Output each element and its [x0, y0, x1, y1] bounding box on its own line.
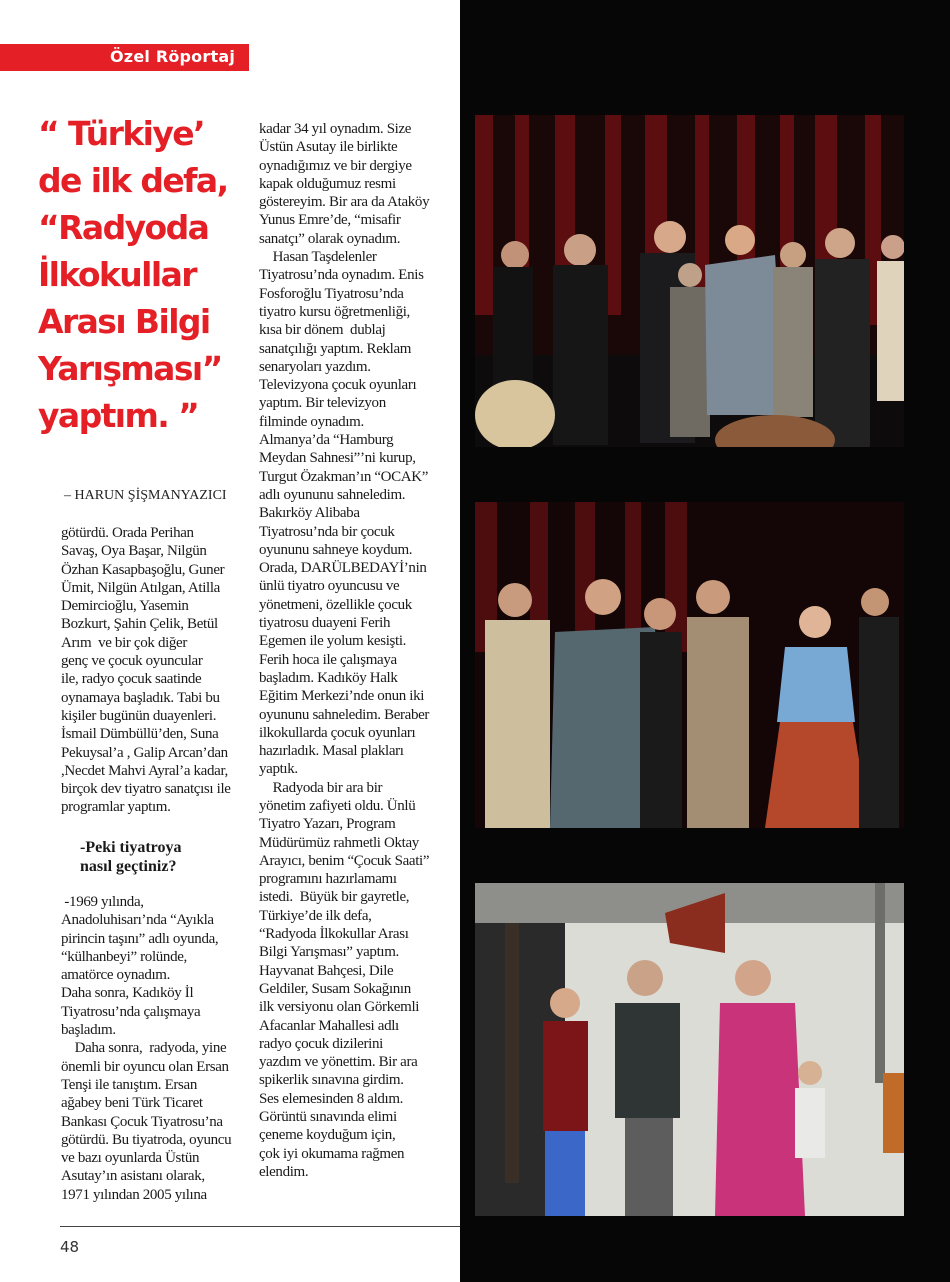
text-line: çeneme koyduğum için, [259, 1127, 396, 1144]
text-line: çok iyi okumama rağmen [259, 1145, 405, 1162]
text-line: spikerlik sınavına girdim. [259, 1072, 404, 1089]
text-line: götürdü. Orada Perihan [61, 525, 194, 541]
text-line: Pekuysal’a , Galip Arcan’dan [61, 744, 228, 761]
text-line: “külhanbeyi” rolünde, [61, 948, 187, 965]
question-line: -Peki tiyatroya [80, 839, 182, 856]
pull-quote-line: yaptım. ” [38, 396, 199, 435]
text-line: Tiyatro Yazarı, Program [259, 816, 396, 833]
text-line: Bakırköy Alibaba [259, 505, 360, 522]
text-line: ilkokullarda çocuk oyunları [259, 724, 416, 741]
text-line: genç ve çocuk oyuncular [61, 653, 203, 670]
text-line: Asutay’ın asistanı olarak, [61, 1168, 205, 1185]
text-line: Turgut Özakman’ın “OCAK” [259, 468, 429, 485]
text-line: Daha sonra, radyoda, yine [61, 1040, 227, 1057]
text-line: İsmail Dümbüllü’den, Suna [61, 726, 219, 743]
text-line: Televizyona çocuk oyunları [259, 377, 417, 394]
text-line: önemli bir oyuncu olan Ersan [61, 1058, 229, 1075]
text-line: programlar yaptım. [61, 799, 171, 816]
pull-quote [38, 110, 253, 439]
pull-quote-line: de ilk defa, [38, 161, 228, 200]
article-column-2 [259, 120, 449, 1181]
text-line: ağabey beni Türk Ticaret [61, 1095, 203, 1112]
text-line: adlı oyununu sahneledim. [259, 486, 406, 503]
text-line: Hayvanat Bahçesi, Dile [259, 962, 394, 979]
text-line: oyununu sahneledim. Beraber [259, 706, 430, 723]
text-line: Eğitim Merkezi’nde onun iki [259, 688, 425, 705]
text-line: Bozkurt, Şahin Çelik, Betül [61, 616, 218, 633]
text-line: kişiler bugünün duayenleri. [61, 707, 217, 724]
text-line: Tiyatrosu’nda oynadım. Enis [259, 267, 424, 284]
text-line: Radyoda bir ara bir [259, 779, 383, 796]
text-line: Anadoluhisarı’nda “Ayıkla [61, 912, 214, 929]
text-line: Özhan Kasapbaşoğlu, Guner [61, 561, 225, 578]
page-number: 48 [60, 1238, 80, 1256]
text-line: Hasan Taşdelenler [259, 249, 377, 266]
section-tag [0, 44, 249, 71]
text-line: ,Necdet Mahvi Ayral’a kadar, [61, 762, 228, 779]
article-column-1 [61, 524, 251, 817]
text-line: yazdım ve yönettim. Bir ara [259, 1054, 418, 1071]
text-line: Ferih hoca ile çalışmaya [259, 651, 397, 668]
text-line: ve bazı oyunlarda Üstün [61, 1150, 200, 1167]
pull-quote-line: İlkokullar [38, 255, 196, 294]
footer-rule [60, 1226, 460, 1227]
text-line: Almanya’da “Hamburg [259, 432, 394, 449]
text-line: oynadığımız ve bir dergiye [259, 157, 412, 174]
text-line: kadar 34 yıl oynadım. Size [259, 121, 412, 137]
interview-question [80, 838, 181, 876]
text-line: Daha sonra, Kadıköy İl [61, 985, 194, 1002]
text-line: başladım. Kadıköy Halk [259, 669, 398, 686]
text-line: Bilgi Yarışması” yaptım. [259, 944, 399, 961]
text-line: sanatçılığı yaptım. Reklam [259, 340, 412, 357]
text-line: başladım. [61, 1022, 116, 1039]
text-line: Arayıcı, benim “Çocuk Saati” [259, 852, 430, 869]
text-line: tiyatrosu duayeni Ferih [259, 615, 391, 632]
text-line: Demircioğlu, Yasemin [61, 598, 189, 615]
section-label: Özel Röportaj [110, 47, 235, 66]
pull-quote-line: “Radyoda [38, 208, 209, 247]
article-column-1-answer [61, 893, 251, 1204]
text-line: Üstün Asutay ile birlikte [259, 139, 398, 156]
text-line: Bankası Çocuk Tiyatrosu’na [61, 1113, 223, 1130]
text-line: pirincin taşını” adlı oyunda, [61, 930, 219, 947]
text-line: götürdü. Bu tiyatroda, oyuncu [61, 1131, 232, 1148]
text-line: Tenşi ile tanıştım. Ersan [61, 1076, 198, 1093]
text-line: oynamaya başladık. Tabi bu [61, 689, 220, 706]
text-line: radyo çocuk dizilerini [259, 1035, 383, 1052]
question-line: nasıl geçtiniz? [80, 858, 177, 875]
quote-author: – HARUN ŞİŞMANYAZICI [64, 488, 227, 503]
photo-stage-group [475, 502, 904, 828]
text-line: yaptım. Bir televizyon [259, 395, 386, 412]
text-line: Yunus Emre’de, “misafir [259, 212, 401, 229]
text-line: ilk versiyonu olan Görkemli [259, 999, 420, 1016]
text-line: programını hazırlamamı [259, 871, 397, 888]
text-line: “Radyoda İlkokullar Arası [259, 926, 409, 943]
text-line: senaryoları yazdım. [259, 358, 371, 375]
text-line: Görüntü sınavında elimi [259, 1109, 397, 1126]
text-line: yönetim zafiyeti oldu. Ünlü [259, 797, 416, 814]
text-line: 1971 yılından 2005 yılına [61, 1186, 207, 1203]
pull-quote-line: “ Türkiye’ [38, 114, 204, 153]
text-line: ile, radyo çocuk saatinde [61, 671, 202, 688]
pull-quote-line: Arası Bilgi [38, 302, 210, 341]
text-line: Meydan Sahnesi”’ni kurup, [259, 450, 416, 467]
text-line: istedi. Büyük bir gayretle, [259, 889, 410, 906]
text-line: yaptık. [259, 761, 298, 778]
text-line: filminde oynadım. [259, 413, 364, 430]
text-line: birçok dev tiyatro sanatçısı ile [61, 781, 231, 798]
pull-quote-line: Yarışması” [38, 349, 222, 388]
text-line: Türkiye’de ilk defa, [259, 907, 372, 924]
text-line: Ses elemesinden 8 aldım. [259, 1090, 404, 1107]
photo-theatre-play [475, 883, 904, 1216]
text-line: Savaş, Oya Başar, Nilgün [61, 543, 207, 560]
text-line: tiyatro kursu öğretmenliği, [259, 303, 410, 320]
text-line: kısa bir dönem dublaj [259, 322, 386, 339]
text-line: Afacanlar Mahallesi adlı [259, 1017, 399, 1034]
text-line: oyununu sahneye koydum. [259, 541, 413, 558]
text-line: ünlü tiyatro oyuncusu ve [259, 578, 400, 595]
text-line: Tiyatrosu’nda çalışmaya [61, 1003, 201, 1020]
text-line: Egemen ile yolum kesişti. [259, 633, 407, 650]
text-line: göstereyim. Bir ara da Ataköy [259, 194, 430, 211]
text-line: Arım ve bir çok diğer [61, 634, 188, 651]
text-line: elendim. [259, 1163, 309, 1180]
text-line: amatörce oynadım. [61, 967, 171, 984]
text-line: Orada, DARÜLBEDAYİ’nin [259, 560, 427, 577]
photo-award-ceremony [475, 115, 904, 447]
text-line: hazırladık. Masal plakları [259, 743, 404, 760]
text-line: Fosforoğlu Tiyatrosu’nda [259, 285, 404, 302]
text-line: Ümit, Nilgün Atılgan, Atilla [61, 579, 220, 596]
text-line: kapak olduğumuz resmi [259, 175, 396, 192]
text-line: Geldiler, Susam Sokağının [259, 980, 411, 997]
text-line: -1969 yılında, [61, 894, 144, 910]
text-line: yönetmeni, özellikle çocuk [259, 596, 412, 613]
text-line: sanatçı” olarak oynadım. [259, 230, 401, 247]
text-line: Müdürümüz rahmetli Oktay [259, 834, 419, 851]
text-line: Tiyatrosu’nda bir çocuk [259, 523, 395, 540]
